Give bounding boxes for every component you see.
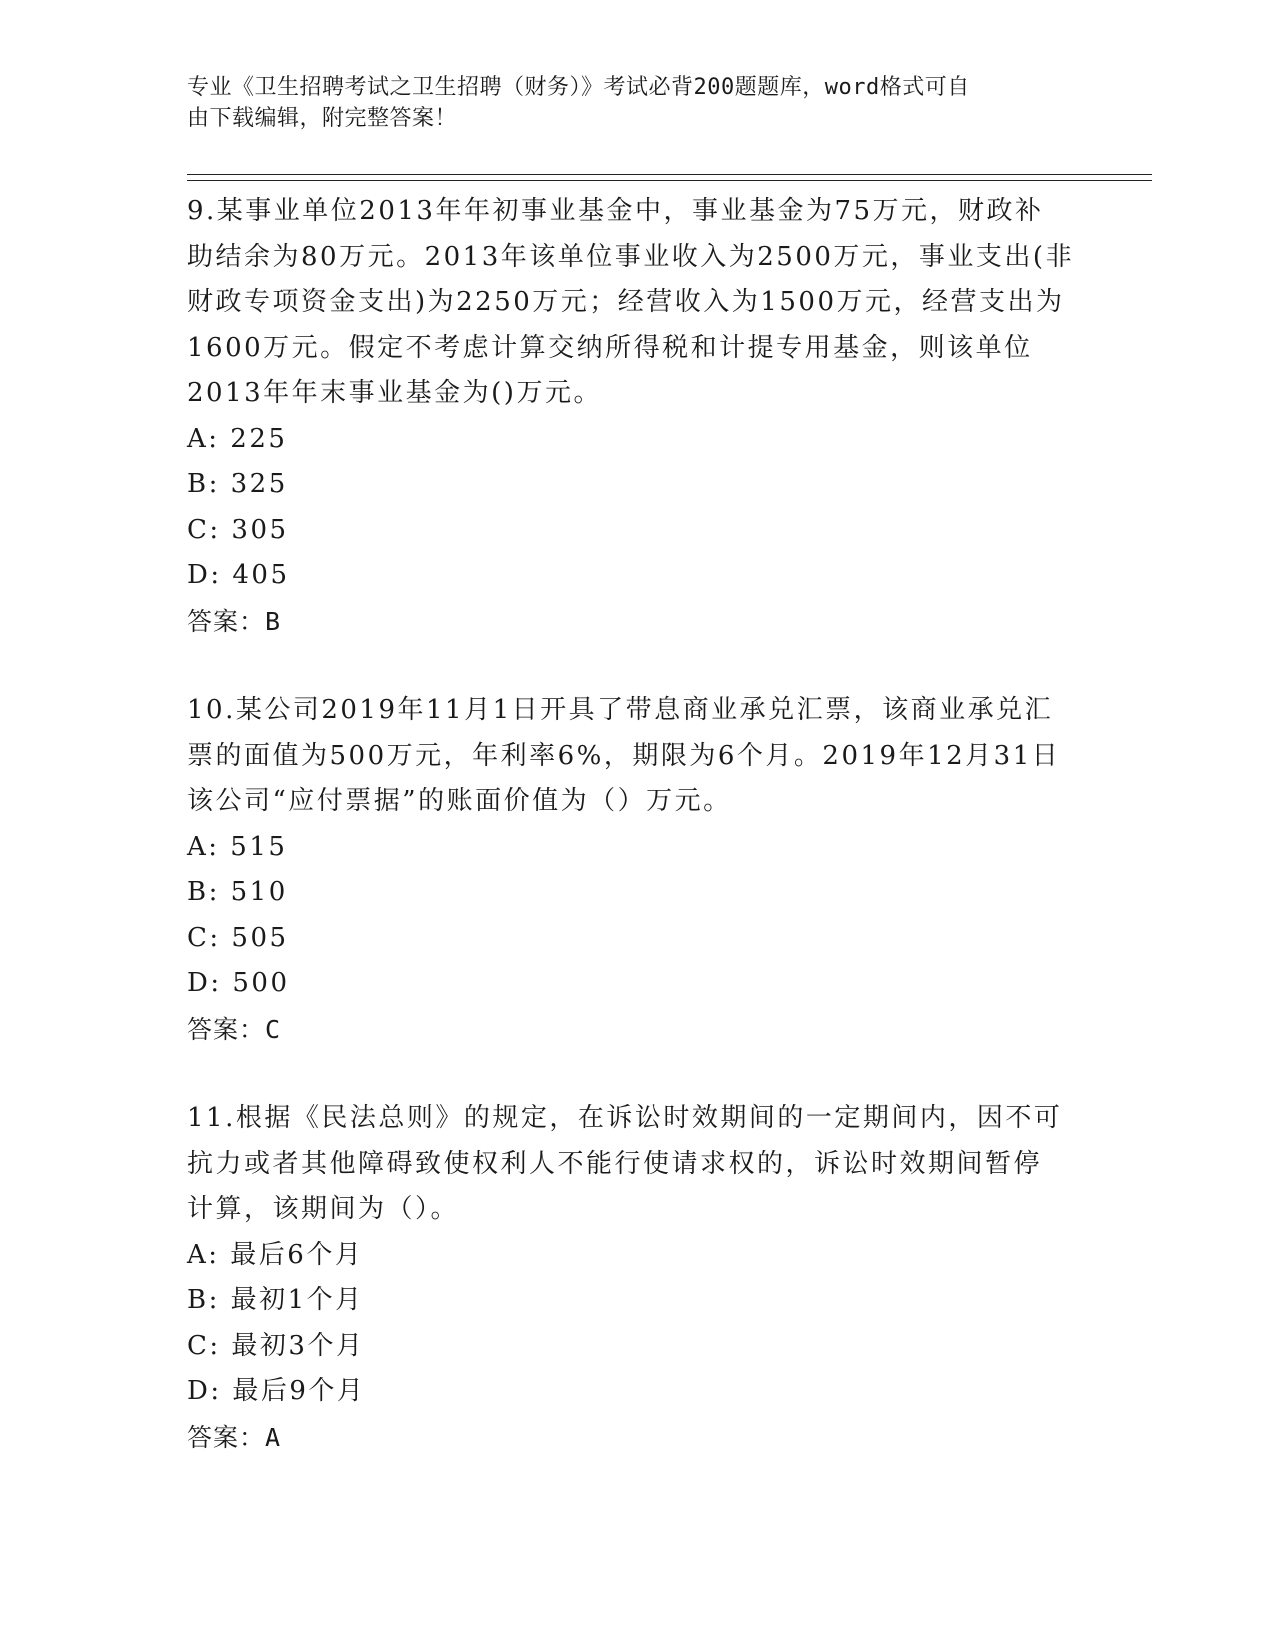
question-stem (187, 688, 1087, 825)
header-line: 专业《卫生招聘考试之卫生招聘（财务）》考试必背200题题库，word格式可自 (187, 75, 970, 100)
question-block (187, 1096, 1087, 1460)
header-divider (187, 180, 1152, 181)
question-stem (187, 189, 1087, 417)
stem-line: 2013年年末事业基金为()万元。 (187, 378, 602, 408)
stem-line: 财政专项资金支出)为2250万元；经营收入为1500万元，经营支出为 (187, 287, 1065, 317)
stem-line: 10.某公司2019年11月1日开具了带息商业承兑汇票，该商业承兑汇 (187, 695, 1054, 725)
option-b: B: 325 (187, 469, 288, 499)
header-line: 由下载编辑，附完整答案！ (187, 106, 458, 131)
option-c: C: 最初3个月 (187, 1330, 365, 1361)
option-c: C: 505 (187, 922, 289, 953)
stem-line: 9.某事业单位2013年年初事业基金中，事业基金为75万元，财政补 (187, 196, 1044, 226)
option-c: C: 305 (187, 514, 289, 545)
option-a: A: 最后6个月 (187, 1239, 364, 1270)
question-stem (187, 1096, 1087, 1233)
header-divider (187, 174, 1152, 175)
answer-line: 答案：A (187, 1422, 282, 1452)
question-block (187, 688, 1087, 1052)
option-a: A: 225 (187, 423, 288, 454)
option-d: D: 405 (187, 560, 290, 590)
stem-line: 11.根据《民法总则》的规定，在诉讼时效期间的一定期间内，因不可 (187, 1103, 1063, 1133)
answer-line: 答案：B (187, 606, 282, 636)
option-b: B: 510 (187, 877, 288, 907)
option-d: D: 最后9个月 (187, 1376, 366, 1406)
stem-line: 助结余为80万元。2013年该单位事业收入为2500万元，事业支出(非 (187, 241, 1075, 272)
document-header (187, 72, 1067, 134)
option-a: A: 515 (187, 831, 288, 862)
stem-line: 计算，该期间为（）。 (187, 1194, 460, 1224)
stem-line: 该公司“应付票据”的账面价值为（）万元。 (187, 786, 732, 816)
answer-line: 答案：C (187, 1014, 282, 1044)
option-d: D: 500 (187, 968, 290, 998)
stem-line: 票的面值为500万元，年利率6%，期限为6个月。2019年12月31日 (187, 740, 1061, 771)
stem-line: 抗力或者其他障碍致使权利人不能行使请求权的，诉讼时效期间暂停 (187, 1148, 1043, 1179)
question-block (187, 189, 1087, 644)
stem-line: 1600万元。假定不考虑计算交纳所得税和计提专用基金，则该单位 (187, 332, 1033, 363)
option-b: B: 最初1个月 (187, 1285, 364, 1315)
